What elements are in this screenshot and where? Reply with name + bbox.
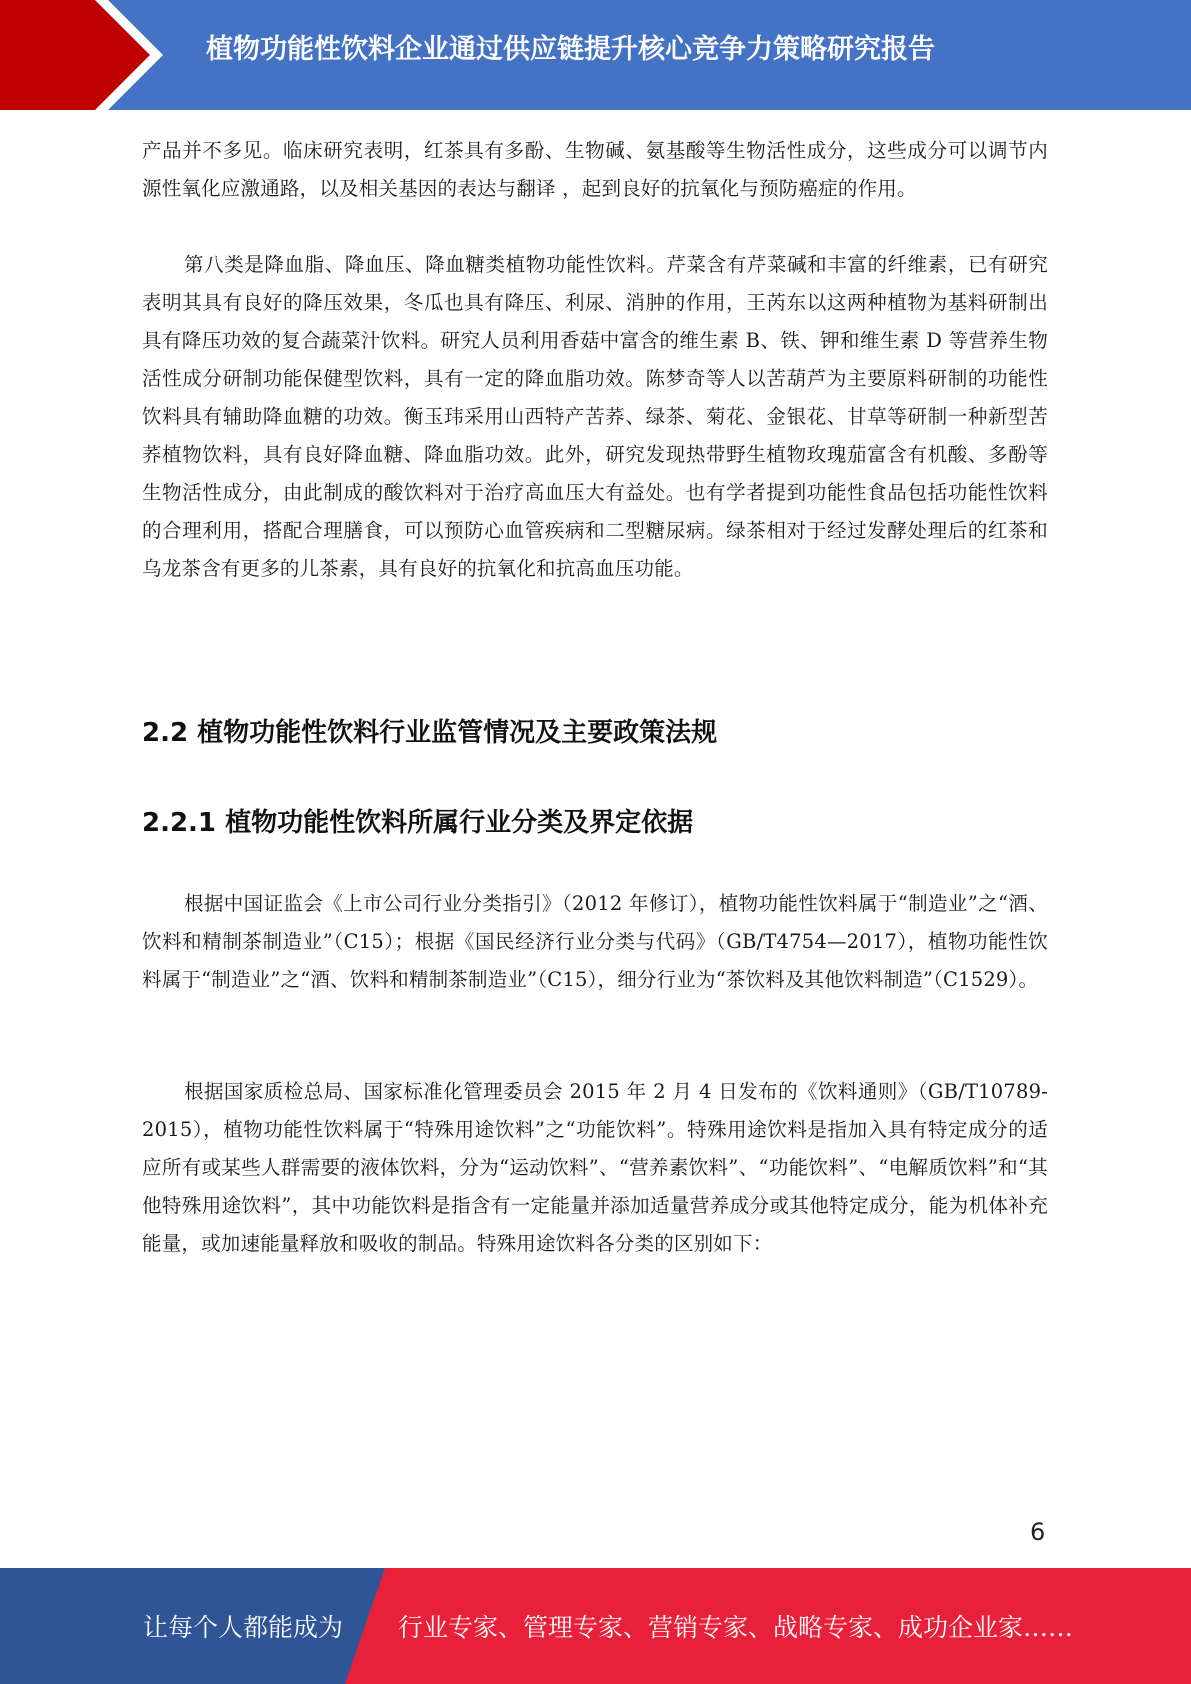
paragraph-eighth-category: 第八类是降血脂、降血压、降血糖类植物功能性饮料。芹菜含有芹菜碱和丰富的纤维素，已有研究表明其具有良好的降压效果，冬瓜也具有降压、利尿、消肿的作用，王芮东以这两种植物为基料研制出具有降压功效的复合蔬菜汁饮料。研究人员利用香菇中富含的维生素 B、铁、钾和维生素 D 等营养生物活性成分研制功能保健型饮料，具有一定的降血脂功效。陈梦奇等人以苦葫芦为主要原料研制的功能性饮料具有辅助降血糖的功效。衡玉玮采用山西特产苦荞、绿茶、菊花、金银花、甘草等研制一种新型苦荞植物饮料，具有良好降血糖、降血脂功效。此外，研究发现热带野生植物玫瑰茄富含有机酸、多酚等生物活性成分，由此制成的酸饮料对于治疗高血压大有益处。也有学者提到功能性食品包括功能性饮料的合理利用，搭配合理膳食，可以预防心血管疾病和二型糖尿病。绿茶相对于经过发酵处理后的红茶和乌龙茶含有更多的儿茶素，具有良好的抗氧化和抗高血压功能。: [142, 253, 1048, 580]
page-footer: [0, 1568, 1191, 1684]
section-heading-2-2: 2.2 植物功能性饮料行业监管情况及主要政策法规: [142, 718, 718, 748]
footer-slogan-left: 让每个人都能成为: [143, 1613, 344, 1642]
header-arrow-decoration: [0, 0, 200, 110]
page-number: 6: [1030, 1518, 1046, 1546]
header-title: 植物功能性饮料企业通过供应链提升核心竞争力策略研究报告: [206, 34, 935, 65]
footer-slogan-right: 行业专家、管理专家、营销专家、战略专家、成功企业家……: [398, 1613, 1074, 1642]
paragraph-industry-classification: 根据中国证监会《上市公司行业分类指引》（2012 年修订），植物功能性饮料属于“制造业”之“酒、饮料和精制茶制造业”（C15）；根据《国民经济行业分类与代码》（GB/T4754—2017），植物功能性饮料属于“制造业”之“酒、饮料和精制茶制造业”（C15），细分行业为“茶饮料及其他饮料制造”（C1529）。: [142, 892, 1048, 991]
page-header: [0, 0, 1191, 110]
section-heading-2-2-1: 2.2.1 植物功能性饮料所属行业分类及界定依据: [142, 808, 694, 838]
paragraph-red-tea: 产品并不多见。临床研究表明，红茶具有多酚、生物碱、氨基酸等生物活性成分，这些成分可以调节内源性氧化应激通路，以及相关基因的表达与翻译 ，起到良好的抗氧化与预防癌症的作用。: [142, 139, 1048, 200]
paragraph-beverage-standard: 根据国家质检总局、国家标准化管理委员会 2015 年 2 月 4 日发布的《饮料通则》（GB/T10789-2015），植物功能性饮料属于“特殊用途饮料”之“功能饮料”。特殊用途饮料是指加入具有特定成分的适应所有或某些人群需要的液体饮料，分为“运动饮料”、“营养素饮料”、“功能饮料”、“电解质饮料”和“其他特殊用途饮料”，其中功能饮料是指含有一定能量并添加适量营养成分或其他特定成分，能为机体补充能量，或加速能量释放和吸收的制品。特殊用途饮料各分类的区别如下：: [142, 1080, 1048, 1255]
